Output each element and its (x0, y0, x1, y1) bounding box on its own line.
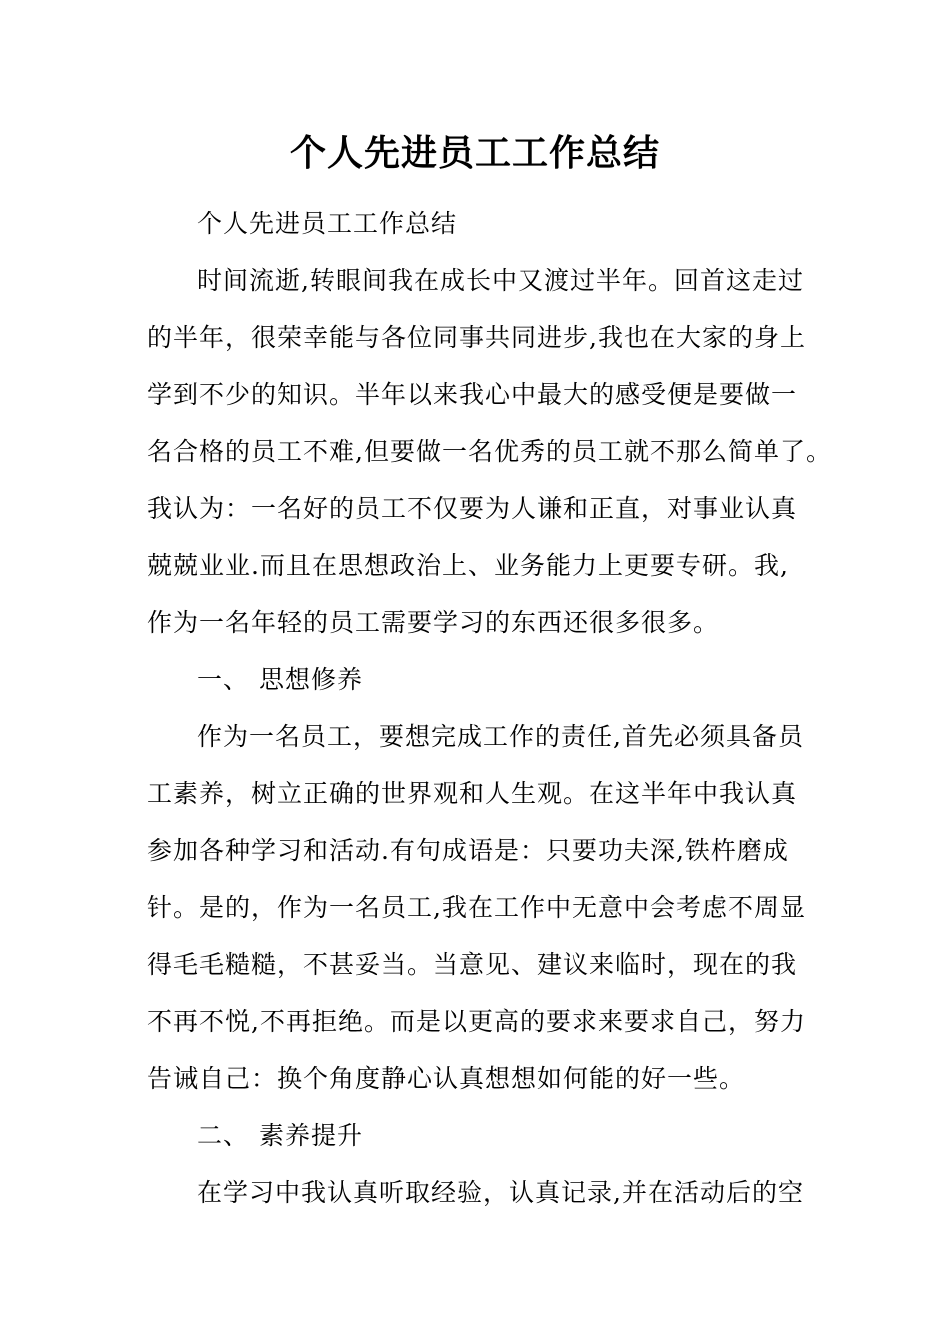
paragraph-line: 工素养，树立正确的世界观和人生观。在这半年中我认真 (147, 779, 798, 808)
paragraph-line: 在学习中我认真听取经验，认真记录,并在活动后的空 (197, 1178, 804, 1207)
paragraph-line: 兢兢业业.而且在思想政治上、业务能力上更要专研。我, (147, 551, 789, 580)
paragraph-line: 名合格的员工不难,但要做一名优秀的员工就不那么简单了。 (147, 437, 832, 466)
document-body (147, 195, 832, 1221)
paragraph-line: 时间流逝,转眼间我在成长中又渡过半年。回首这走过 (197, 266, 804, 295)
section-number: 一、 (197, 665, 250, 694)
section-heading (147, 651, 827, 708)
paragraph-line: 作为一名年轻的员工需要学习的东西还很多很多。 (147, 608, 720, 637)
paragraph-line: 的半年，很荣幸能与各位同事共同进步,我也在大家的身上 (147, 323, 806, 352)
document-title: 个人先进员工工作总结 (289, 132, 660, 174)
paragraph-line: 不再不悦,不再拒绝。而是以更高的要求来要求自己，努力 (147, 1007, 806, 1036)
paragraph-line: 告诫自己：换个角度静心认真想想如何能的好一些。 (147, 1064, 746, 1093)
paragraph-line: 学到不少的知识。半年以来我心中最大的感受便是要做一 (147, 380, 798, 409)
paragraph-line: 得毛毛糙糙，不甚妥当。当意见、建议来临时，现在的我 (147, 950, 798, 979)
section-title: 素养提升 (259, 1121, 364, 1150)
paragraph-line: 针。是的，作为一名员工,我在工作中无意中会考虑不周显 (147, 893, 806, 922)
section-heading (147, 1107, 827, 1164)
paragraph-line: 个人先进员工工作总结 (197, 209, 458, 238)
paragraph-line: 作为一名员工，要想完成工作的责任,首先必须具备员 (197, 722, 804, 751)
section-number: 二、 (197, 1121, 250, 1150)
paragraph-line: 参加各种学习和活动.有句成语是：只要功夫深,铁杵磨成 (147, 836, 789, 865)
paragraph-line: 我认为：一名好的员工不仅要为人谦和正直，对事业认真 (147, 494, 798, 523)
section-title: 思想修养 (259, 665, 364, 694)
